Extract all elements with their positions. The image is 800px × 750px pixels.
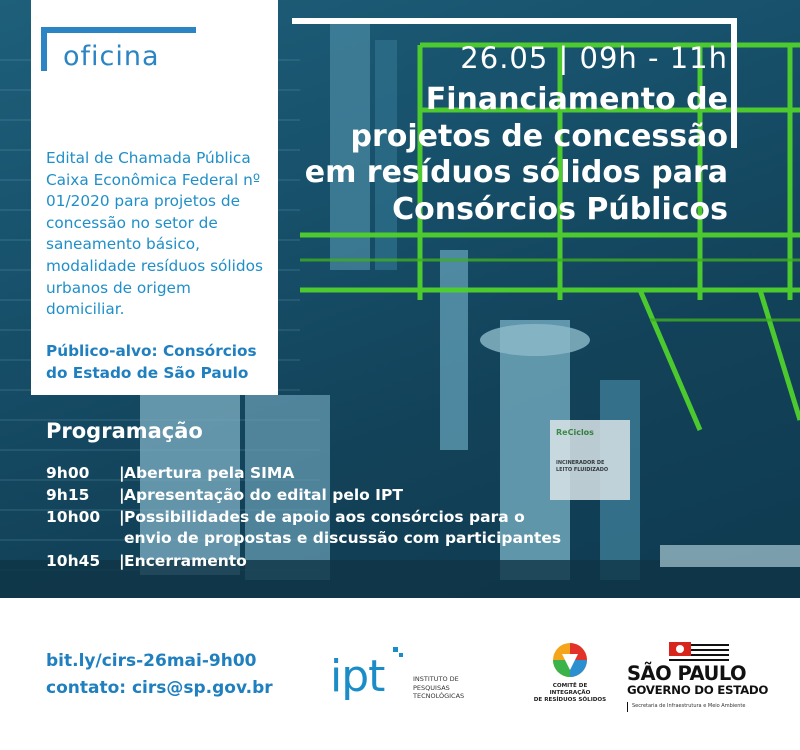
equipment-sign-line-1: INCINERADOR DE bbox=[556, 460, 605, 466]
header-bracket-horizontal bbox=[292, 18, 737, 24]
sao-paulo-flag-icon bbox=[669, 642, 729, 664]
program-item-description: Abertura pela SIMA bbox=[124, 464, 295, 482]
program-item-description-continued: envio de propostas e discussão com participantes bbox=[124, 529, 562, 547]
event-type-label: oficina bbox=[63, 41, 160, 72]
event-title-line: Financiamento de bbox=[425, 82, 728, 117]
program-item-time: 10h45 bbox=[46, 552, 101, 570]
ipt-logo-text bbox=[413, 675, 464, 701]
event-title bbox=[288, 82, 728, 228]
ipt-logo-line: PESQUISAS bbox=[413, 683, 450, 692]
ipt-logo bbox=[330, 645, 465, 705]
sao-paulo-divider bbox=[627, 702, 628, 712]
ipt-logo-line: TECNOLÓGICAS bbox=[413, 692, 465, 700]
cirs-logo bbox=[532, 640, 608, 705]
event-date-time: 26.05 | 09h - 11h bbox=[460, 41, 728, 75]
cirs-logo-line: DE RESÍDUOS SÓLIDOS bbox=[533, 697, 607, 703]
contact-email[interactable]: contato: cirs@sp.gov.br bbox=[46, 678, 273, 698]
ipt-logo-dot bbox=[399, 653, 403, 657]
equipment-sign bbox=[550, 420, 630, 500]
cirs-logo-text bbox=[532, 683, 608, 704]
cirs-emblem-icon bbox=[532, 640, 608, 682]
program-item-separator: | bbox=[119, 464, 125, 482]
sao-paulo-government-label: GOVERNO DO ESTADO bbox=[627, 683, 769, 697]
program-title: Programação bbox=[46, 419, 203, 443]
card-accent-vertical bbox=[41, 27, 47, 71]
sao-paulo-secretariat: Secretaria de Infraestrutura e Meio Ambiente bbox=[632, 703, 746, 709]
program-item-time: 9h15 bbox=[46, 486, 90, 504]
equipment-sign-brand: ReCiclos bbox=[556, 428, 594, 437]
card-accent-horizontal bbox=[41, 27, 196, 33]
program-item-description: Encerramento bbox=[124, 552, 247, 570]
program-item-description: Apresentação do edital pelo IPT bbox=[124, 486, 403, 504]
registration-link[interactable]: bit.ly/cirs-26mai-9h00 bbox=[46, 651, 257, 671]
event-title-line: Consórcios Públicos bbox=[392, 191, 728, 227]
sao-paulo-name: SÃO PAULO bbox=[627, 662, 747, 685]
ipt-logo-mark: ipt bbox=[330, 651, 385, 702]
event-title-line: projetos de concessão bbox=[350, 118, 728, 154]
program-item-time: 10h00 bbox=[46, 508, 101, 526]
target-audience: Público-alvo: Consórcios do Estado de São Paulo bbox=[46, 342, 257, 382]
equipment-sign-line-2: LEITO FLUIDIZADO bbox=[556, 467, 609, 473]
program-item-separator: | bbox=[119, 552, 125, 570]
event-title-line: em resíduos sólidos para bbox=[304, 155, 728, 190]
program-item-time: 9h00 bbox=[46, 464, 90, 482]
event-description: Edital de Chamada Pública Caixa Econômica Federal nº 01/2020 para projetos de concessão no setor de saneamento básico, modalidade resíduos sólidos urbanos de origem domiciliar. bbox=[46, 149, 263, 319]
sao-paulo-government-logo bbox=[624, 640, 774, 715]
program-item-description: Possibilidades de apoio aos consórcios para o bbox=[124, 508, 525, 526]
program-item-separator: | bbox=[119, 486, 125, 504]
cirs-logo-line: COMITÊ DE INTEGRAÇÃO bbox=[549, 683, 591, 696]
ipt-logo-line: INSTITUTO DE bbox=[413, 675, 459, 683]
program-item-separator: | bbox=[119, 508, 125, 526]
ipt-logo-dot bbox=[393, 647, 398, 652]
header-bracket-vertical bbox=[731, 18, 737, 148]
